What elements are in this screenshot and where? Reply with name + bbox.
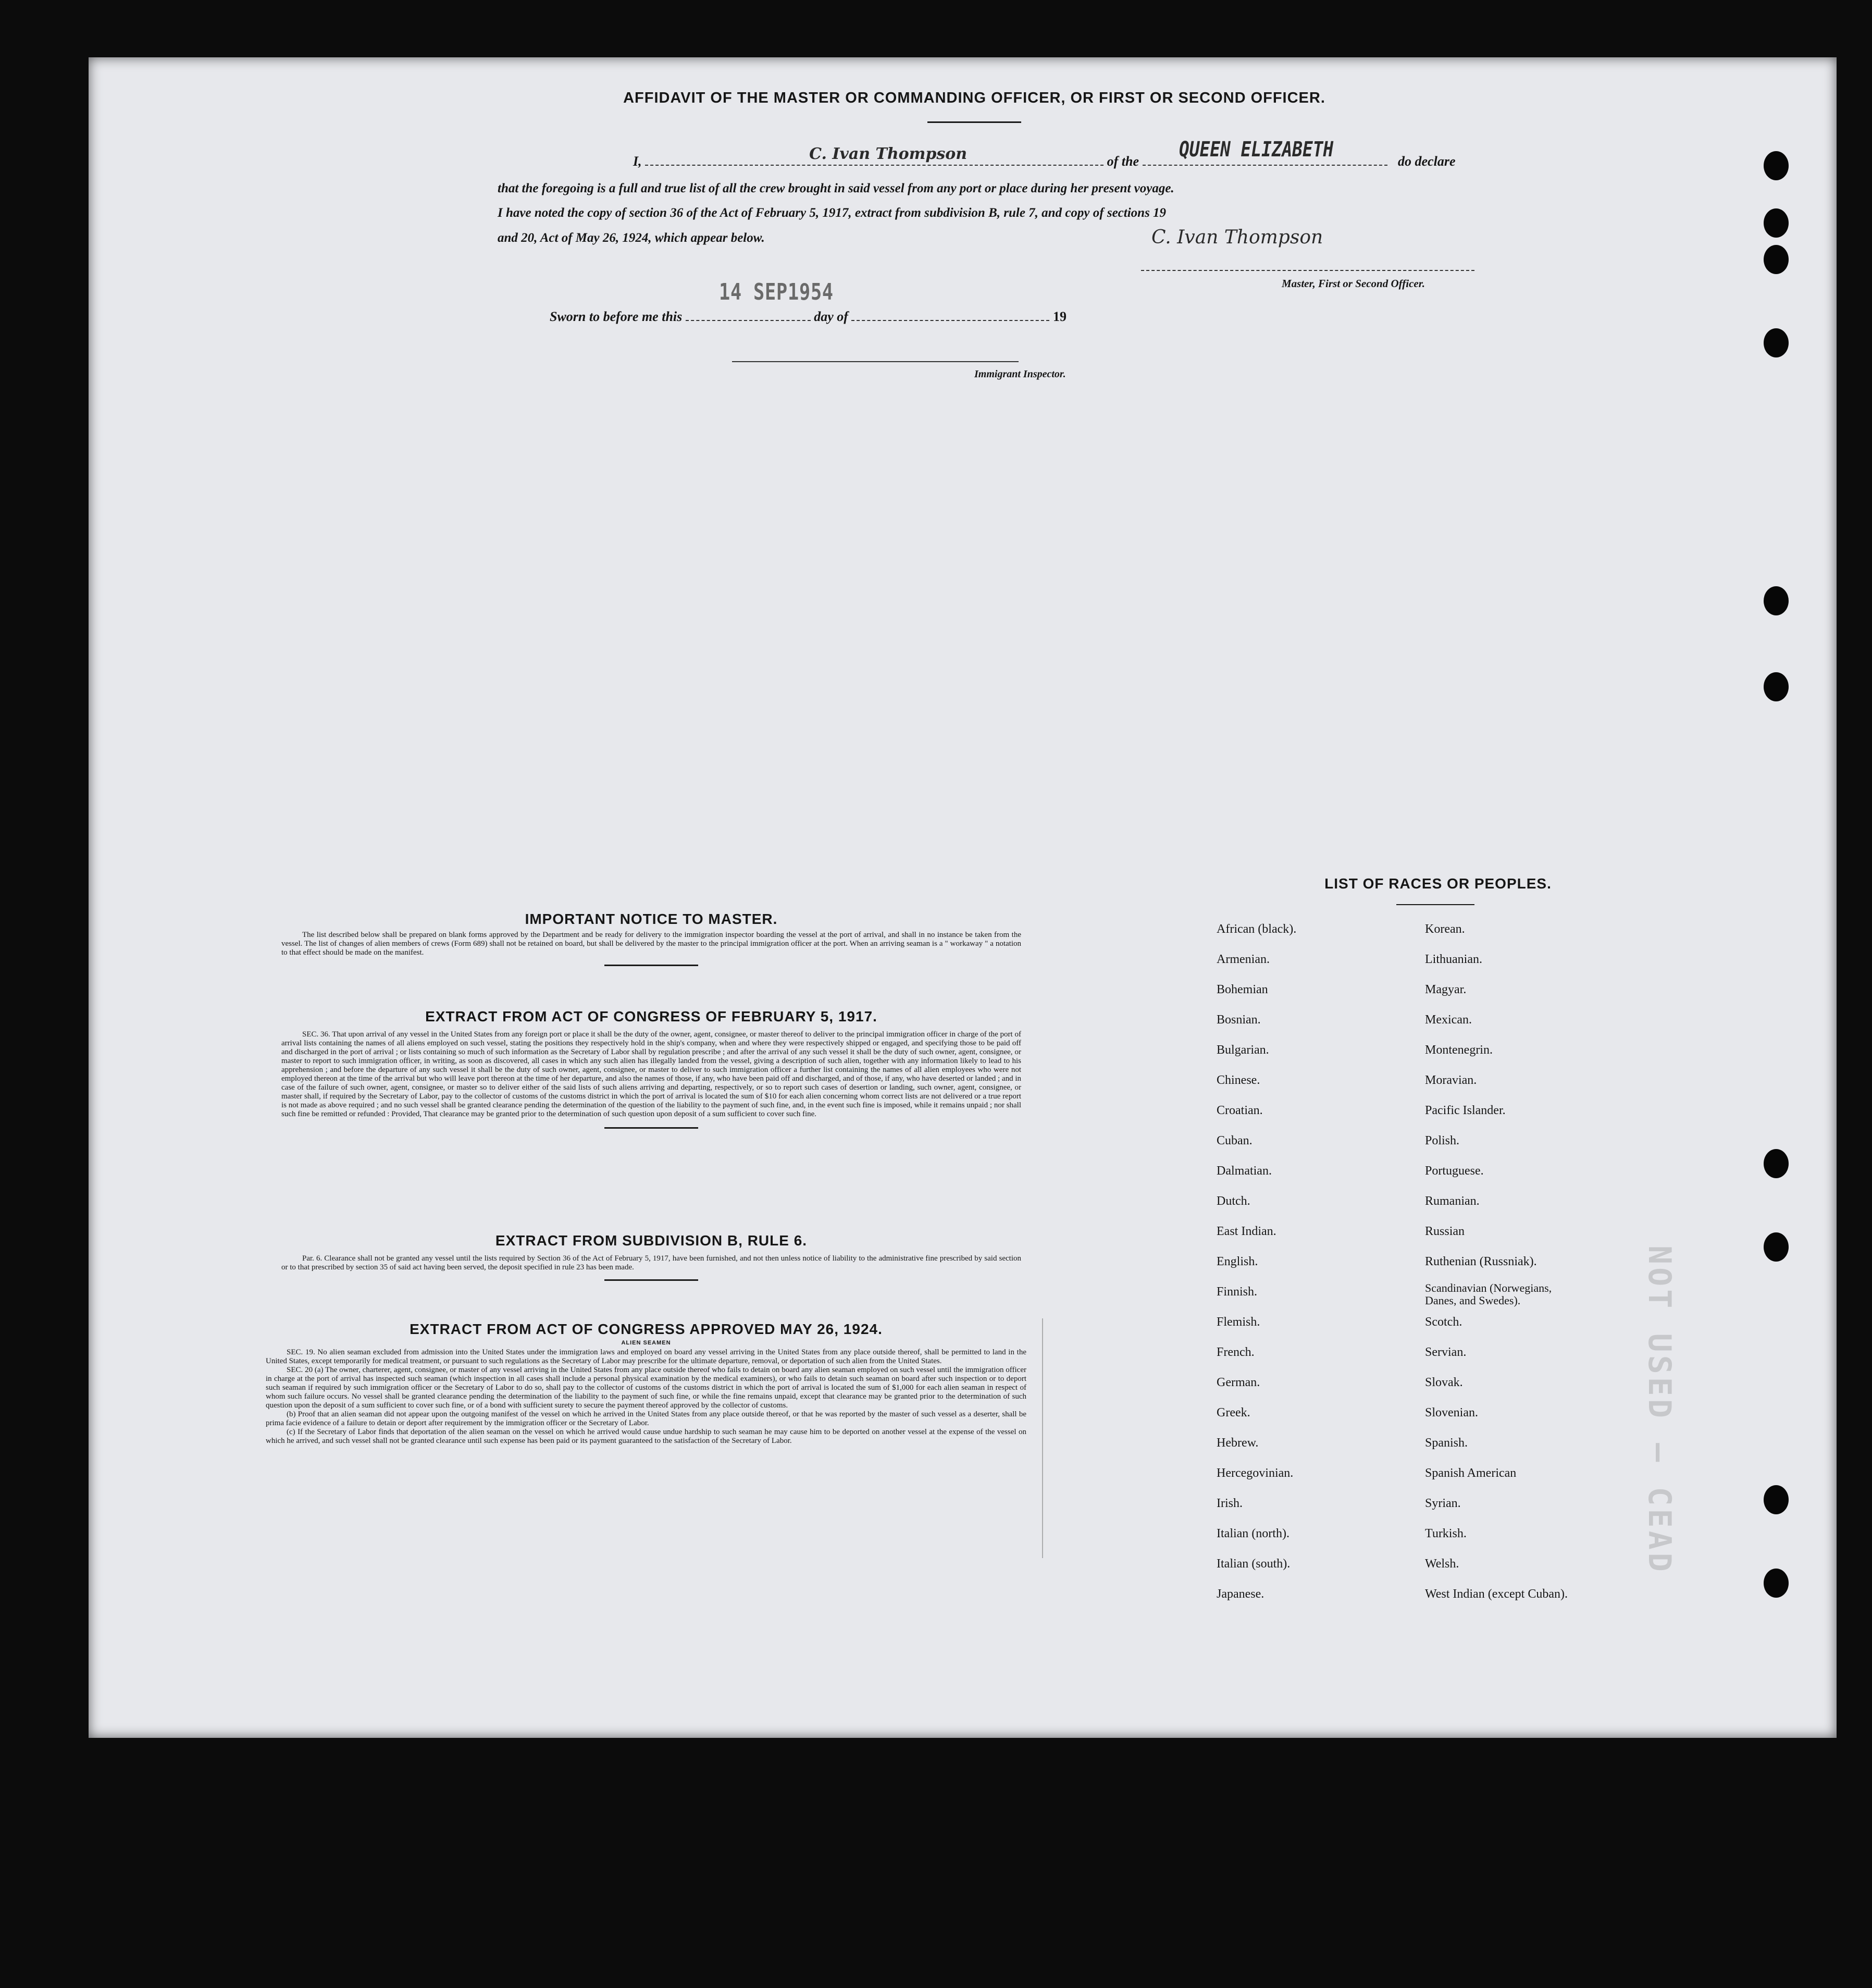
race-item: Bosnian.: [1217, 1013, 1261, 1027]
master-signature: C. Ivan Thompson: [1151, 227, 1323, 248]
race-item: East Indian.: [1217, 1225, 1276, 1238]
race-item: English.: [1217, 1255, 1258, 1268]
inspector-caption: Immigrant Inspector.: [974, 368, 1066, 380]
race-item: Polish.: [1425, 1134, 1460, 1147]
race-item: Turkish.: [1425, 1527, 1467, 1540]
extract-1924-section: [266, 1321, 1026, 1446]
race-item: Greek.: [1217, 1406, 1250, 1419]
affidavit-i-label: I,: [633, 154, 642, 169]
race-item: Japanese.: [1217, 1587, 1264, 1601]
day-of-label: day of: [814, 309, 848, 324]
margin-stamp: NOT USED — CEAD: [1641, 1245, 1678, 1575]
sworn-label: Sworn to before me this: [550, 309, 683, 324]
race-item: Lithuanian.: [1425, 953, 1482, 966]
divider: [604, 1127, 698, 1129]
race-item: Slovenian.: [1425, 1406, 1478, 1419]
extract-rule6-body: Par. 6. Clearance shall not be granted any vessel until the lists required by Section 36 of the Act of February 5, 1917, have been furnished, and not then unless notice of liability to the administrative fine prescribed by said section or to that prescribed by section 35 of said act having been served, the deposit specified in rule 23 has been made.: [281, 1254, 1021, 1271]
extract-1917-title: EXTRACT FROM ACT OF CONGRESS OF FEBRUARY 5, 1917.: [425, 1008, 877, 1024]
punch-hole: [1764, 1149, 1789, 1178]
race-item: Syrian.: [1425, 1497, 1461, 1510]
signature-line: [1141, 270, 1474, 271]
race-item: Spanish.: [1425, 1436, 1468, 1450]
affidavit-of-the: of the: [1107, 154, 1139, 169]
punch-hole: [1764, 1232, 1789, 1262]
race-item: Welsh.: [1425, 1557, 1459, 1571]
punch-hole: [1764, 672, 1789, 701]
race-item: Chinese.: [1217, 1073, 1260, 1087]
fold-mark: [1042, 1318, 1043, 1558]
race-item: Montenegrin.: [1425, 1043, 1493, 1057]
race-item: Scotch.: [1425, 1315, 1462, 1329]
race-item: Russian: [1425, 1225, 1465, 1238]
extract-rule6-section: [281, 1232, 1021, 1281]
punch-hole: [1764, 245, 1789, 274]
notice-title: IMPORTANT NOTICE TO MASTER.: [525, 911, 778, 927]
extract-1924-sec20b: (b) Proof that an alien seaman did not appear upon the outgoing manifest of the vessel on which he arrived in the United States from any place outside thereof, or that he was reported by the master of such vessel as a deserter, shall be prima facie evidence of a failure to detain or deport after requirement by the immigration officer or the Secretary of Labor.: [266, 1410, 1026, 1427]
race-item: Ruthenian (Russniak).: [1425, 1255, 1537, 1268]
race-item: Irish.: [1217, 1497, 1243, 1510]
race-item: German.: [1217, 1376, 1260, 1389]
affidavit-line-3: I have noted the copy of section 36 of the Act of February 5, 1917, extract from subdivision B, rule 7, and copy of sections 19: [498, 206, 1167, 220]
affidavit-title: AFFIDAVIT OF THE MASTER OR COMMANDING OFFICER, OR FIRST OR SECOND OFFICER.: [623, 90, 1325, 106]
race-item: French.: [1217, 1345, 1255, 1359]
divider: [1396, 904, 1474, 905]
race-item: Croatian.: [1217, 1104, 1263, 1117]
affidavit-line-4: and 20, Act of May 26, 1924, which appear below.: [498, 231, 765, 245]
year-prefix: 19: [1052, 309, 1067, 324]
extract-1917-body: SEC. 36. That upon arrival of any vessel in the United States from any foreign port or place it shall be the duty of the owner, agent, consignee, or master thereof to deliver to the principal immigration officer in charge of the port of arrival lists containing the names of all aliens employed on such vessel, stating the positions they respectively hold in the ship's company, when and where they were respectively shipped or engaged, and specifying those to be paid off and discharged in the port of arrival ; or lists containing so much of such information as the Secretary of Labor shall by regulation prescribe ; and after the arrival of any such vessel it shall be the duty of such owner, agent, consignee, or master to report to such immigration officer, in writing, as soon as discovered, all cases in which any such alien has illegally landed from the vessel, giving a description of such alien, together with any information likely to lead to his apprehension ; and before the departure of any such vessel it shall be the duty of such owner, agent, consignee, or master to deliver to such immigration officer a further list containing the names of all alien employees who were not employed thereon at the time of the arrival but who will leave port thereon at the time of her departure, and also the names of those, if any, who have been paid off and discharged, and of those, if any, who have deserted or landed ; and in case of the failure of such owner, agent, consignee, or master so to deliver either of the said lists of such aliens arriving and departing, respectively, or so to report such cases of desertion or landing, such owner, agent, consignee, or master shall, if required by the Secretary of Labor, pay to the collector of customs of the customs district in which the port of arrival is located the sum of $10 for each alien concerning whom correct lists are not delivered or a true report is not made as above required ; and no such vessel shall be granted clearance pending the determination of the question of the liability to the payment of such fine, and, in the event such fine is imposed, while it remains unpaid ; nor shall such fine be remitted or refunded : Provided, That clearance may be granted prior to the determination of such question upon deposit of a sum sufficient to cover such fine.: [281, 1030, 1021, 1118]
race-item: Bohemian: [1217, 983, 1268, 996]
extract-1924-subtitle: ALIEN SEAMEN: [621, 1340, 671, 1346]
race-item: Moravian.: [1425, 1073, 1477, 1087]
handwritten-name: C. Ivan Thompson: [809, 145, 968, 163]
race-item: Slovak.: [1425, 1376, 1463, 1389]
divider: [604, 1279, 698, 1281]
divider: [927, 121, 1021, 123]
race-item: Hebrew.: [1217, 1436, 1259, 1450]
affidavit-do-declare: do declare: [1398, 154, 1456, 169]
race-item: Cuban.: [1217, 1134, 1253, 1147]
race-item: Flemish.: [1217, 1315, 1260, 1329]
race-item: Pacific Islander.: [1425, 1104, 1506, 1117]
sworn-line: [550, 309, 1227, 325]
race-item: Portuguese.: [1425, 1164, 1484, 1178]
race-item: Rumanian.: [1425, 1194, 1480, 1208]
punch-hole: [1764, 1485, 1789, 1514]
extract-1924-sec19: SEC. 19. No alien seaman excluded from admission into the United States under the immigration laws and employed on board any vessel arriving in the United States from any place outside thereof, shall be permitted to land in the United States, except temporarily for medical treatment, or pursuant to such regulations as the Secretary of Labor may prescribe for the ultimate departure, removal, or deportation of such alien from the United States.: [266, 1348, 1026, 1365]
punch-hole: [1764, 1569, 1789, 1598]
race-item: Dutch.: [1217, 1194, 1250, 1208]
race-item: African (black).: [1217, 922, 1297, 936]
race-item: Spanish American: [1425, 1466, 1517, 1480]
punch-hole: [1764, 151, 1789, 180]
notice-body: The list described below shall be prepared on blank forms approved by the Department and be ready for delivery to the immigration inspector boarding the vessel at the port of arrival, and shall in no instance be taken from the vessel. The list of changes of alien members of crews (Form 689) shall not be retained on board, but shall be delivered by the master to the principal immigration officer at the port. When an arriving seaman is a " workaway " a notation to that effect should be made on the manifest.: [281, 931, 1021, 957]
race-item: Mexican.: [1425, 1013, 1472, 1027]
punch-hole: [1764, 208, 1789, 238]
inspector-signature-line: [732, 361, 1019, 362]
notice-section: [281, 911, 1021, 966]
document-page: [89, 57, 1837, 1738]
race-item: Bulgarian.: [1217, 1043, 1269, 1057]
signer-caption: Master, First or Second Officer.: [1282, 277, 1425, 290]
punch-hole: [1764, 586, 1789, 615]
race-item: Scandinavian (Norwegians, Danes, and Swedes).: [1425, 1281, 1552, 1307]
extract-1924-title: EXTRACT FROM ACT OF CONGRESS APPROVED MAY 26, 1924.: [410, 1321, 883, 1337]
race-item: Italian (north).: [1217, 1527, 1290, 1540]
date-stamp: 14 SEP1954: [719, 279, 834, 305]
races-title: LIST OF RACES OR PEOPLES.: [1324, 875, 1552, 892]
race-item: Italian (south).: [1217, 1557, 1291, 1571]
race-item: Finnish.: [1217, 1285, 1258, 1299]
race-item: Magyar.: [1425, 983, 1467, 996]
extract-1924-sec20a: SEC. 20 (a) The owner, charterer, agent, consignee, or master of any vessel arriving in the United States from any place outside thereof who fails to detain on board any alien seaman employed on such vessel until the immigration officer in charge at the port of arrival has inspected such seaman (which inspection in all cases shall include a personal physical examination by the medical examiners), or who fails to detain such seaman on board after such inspection or to deport such seaman if required by such immigration officer or the Secretary of Labor to do so, shall pay to the collector of customs of the customs district in which the port of arrival is located the sum of $1,000 for each alien seaman in respect of whom such failure occurs. No vessel shall be granted clearance pending the determination of the liability to the payment of such fine, or while the fine remains unpaid, except that clearance may be granted prior to the determination of such question upon the deposit of a sum sufficient to cover such fine, or of a bond with sufficient surety to secure the payment thereof approved by the collector of customs.: [266, 1366, 1026, 1410]
affidavit-line-1: [633, 138, 1571, 169]
race-item: Dalmatian.: [1217, 1164, 1272, 1178]
extract-rule6-title: EXTRACT FROM SUBDIVISION B, RULE 6.: [495, 1232, 808, 1249]
extract-1924-sec20c: (c) If the Secretary of Labor finds that deportation of the alien seaman on the vessel on which he arrived would cause undue hardship to such seaman he may cause him to be deported on another vessel at the expense of the vessel on which he arrived, and such vessel shall not be granted clearance until such expense has been paid or its payment guaranteed to the satisfaction of the Secretary of Labor.: [266, 1428, 1026, 1445]
race-item: West Indian (except Cuban).: [1425, 1587, 1568, 1601]
race-item: Korean.: [1425, 922, 1465, 936]
race-item: Armenian.: [1217, 953, 1270, 966]
punch-hole: [1764, 328, 1789, 357]
vessel-name-stamp: QUEEN ELIZABETH: [1179, 138, 1333, 162]
race-item: Servian.: [1425, 1345, 1467, 1359]
divider: [604, 965, 698, 966]
race-item: Hercegovinian.: [1217, 1466, 1294, 1480]
affidavit-line-2: that the foregoing is a full and true list of all the crew brought in said vessel from any port or place during her present voyage.: [498, 181, 1174, 195]
extract-1917-section: [281, 1008, 1021, 1129]
